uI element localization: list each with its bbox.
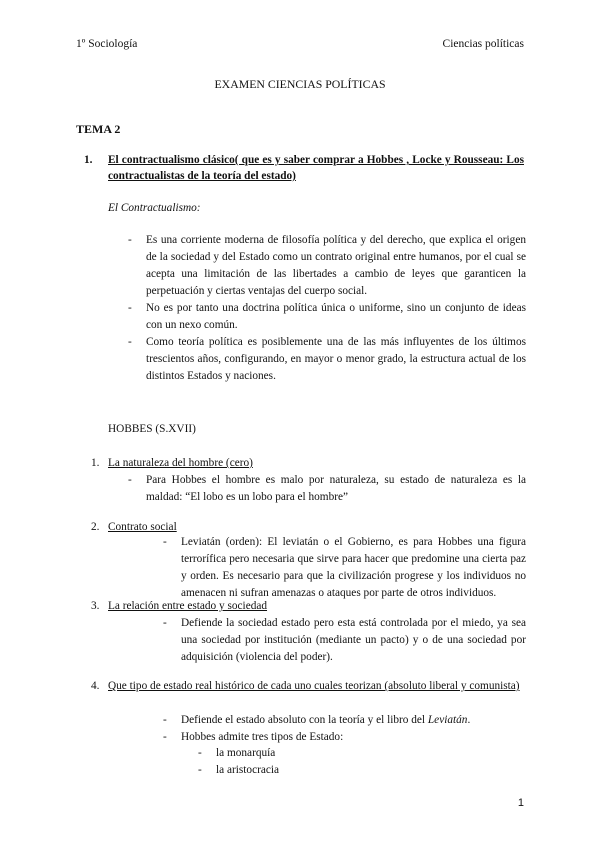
tema-heading: TEMA 2 (76, 122, 121, 136)
section-bullet-text: Defiende la sociedad estado pero esta está controlada por el miedo, ya sea una sociedad por institución (mediante un pacto) y o de una sociedad por adquisición (violencia del poder). (181, 617, 526, 663)
bullet-dash: - (128, 234, 132, 246)
intro-bullet (128, 334, 526, 385)
sub-list-item-text: la monarquía (216, 747, 276, 759)
section-number: 1. (91, 457, 100, 469)
section-bullet-text: Leviatán (orden): El leviatán o el Gobierno, es para Hobbes una figura terrorífica pero necesaria que sirve para hacer que predomine una cierta paz y orden. Es necesario para que la civilización progrese y los individuos no amenacen ni sufran amenazas o ataques por parte de otros individuos. (181, 536, 526, 599)
section-title: La naturaleza del hombre (cero) (108, 457, 253, 469)
intro-bullet-text: Como teoría política es posiblemente una de las más influyentes de los últimos trescientos años, configurando, en mayor o menor grado, la estructura actual de los distintos Estados y naciones. (146, 336, 526, 382)
document-title: EXAMEN CIENCIAS POLÍTICAS (214, 77, 386, 91)
section-bullet (128, 472, 526, 506)
section-number: 2. (91, 521, 100, 533)
header-left: 1º Sociología (76, 38, 138, 50)
header-right: Ciencias políticas (442, 38, 524, 50)
bullet-dash: - (128, 302, 132, 314)
bullet-dash: - (128, 336, 132, 348)
section-bullet-text: Defiende el estado absoluto con la teoría y el libro del (181, 714, 428, 726)
section-bullet-end: . (467, 714, 471, 726)
section-bullet (163, 615, 526, 666)
sub-list-item-text: la aristocracia (216, 764, 280, 776)
section-bullet (163, 712, 526, 729)
bullet-dash: - (163, 714, 167, 726)
heading-1-text: El contractualismo clásico( que es y saber comprar a Hobbes , Locke y Rousseau: Los contractualistas de la teoría del estado) (108, 154, 524, 182)
intro-bullet-text: No es por tanto una doctrina política única o uniforme, sino un conjunto de ideas con un nexo común. (146, 302, 526, 331)
section-number: 3. (91, 600, 100, 612)
section-bullet (163, 729, 526, 746)
section-bullet-text: Hobbes admite tres tipos de Estado: (181, 731, 344, 743)
sub-list-item (198, 762, 516, 779)
section-title: Contrato social (108, 521, 177, 533)
bullet-dash: - (198, 764, 202, 776)
section-heading (91, 598, 268, 615)
bullet-dash: - (163, 536, 167, 548)
section-heading (91, 455, 253, 472)
section-number: 4. (91, 680, 100, 692)
bullet-dash: - (163, 617, 167, 629)
hobbes-heading: HOBBES (S.XVII) (108, 423, 196, 435)
intro-bullet (128, 300, 526, 334)
leviatan-emphasis: Leviatán (427, 714, 468, 726)
sub-list-item (198, 745, 516, 762)
heading-1 (84, 152, 524, 184)
section-bullet-text: Para Hobbes el hombre es malo por naturaleza, su estado de naturaleza es la maldad: “El lobo es un lobo para el hombre” (146, 474, 526, 503)
section-heading (91, 678, 526, 695)
contractualismo-subheading: El Contractualismo: (108, 202, 201, 214)
bullet-dash: - (163, 731, 167, 743)
page-number: 1 (517, 797, 524, 809)
section-title: La relación entre estado y sociedad (108, 600, 268, 612)
section-title: Que tipo de estado real histórico de cada uno cuales teorizan (absoluto liberal y comunista) (108, 680, 520, 692)
intro-bullet-text: Es una corriente moderna de filosofía política y del derecho, que explica el origen de la sociedad y del Estado como un contrato original entre humanos, por el cual se acepta una limitación de las libertades a cambio de leyes que garanticen la perpetuación y ciertas ventajas del cuerpo social. (146, 234, 526, 297)
bullet-dash: - (128, 474, 132, 486)
intro-bullet (128, 232, 526, 300)
section-bullet (163, 534, 526, 602)
heading-1-number: 1. (84, 154, 93, 166)
bullet-dash: - (198, 747, 202, 759)
